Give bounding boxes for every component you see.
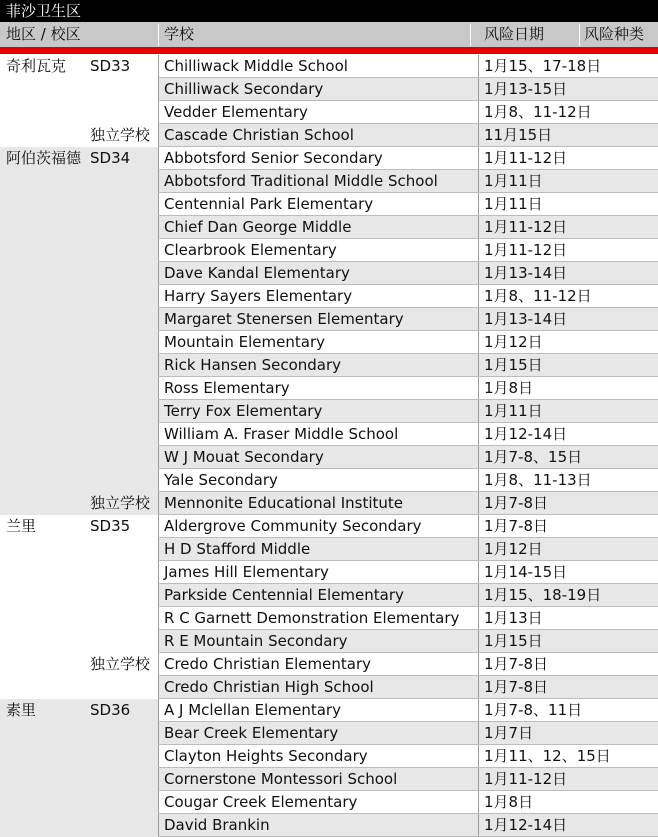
school-cell [158,400,658,423]
column-divider [158,331,159,354]
column-divider [478,377,479,400]
risk-date: 1月8、11-13日 [484,471,592,489]
column-divider [158,285,159,308]
school-name: Chief Dan George Middle [164,218,352,236]
school-name: Clayton Heights Secondary [164,747,368,765]
school-cell [158,676,658,699]
column-divider [478,78,479,101]
column-divider [158,354,159,377]
school-name: Mennonite Educational Institute [164,494,404,512]
column-divider [478,653,479,676]
risk-date: 1月7-8日 [484,494,549,512]
risk-date: 1月7日 [484,724,534,742]
risk-date: 11月15日 [484,126,553,144]
school-name: Centennial Park Elementary [164,195,374,213]
school-cell [158,423,658,446]
school-name: Mountain Elementary [164,333,325,351]
school-name: Vedder Elementary [164,103,308,121]
school-district: SD35 [90,517,131,535]
column-divider [478,262,479,285]
column-divider [478,216,479,239]
table-row [0,308,658,331]
school-name: W J Mouat Secondary [164,448,324,466]
table-row [0,469,658,492]
risk-date: 1月15日 [484,356,543,374]
column-divider [478,791,479,814]
school-cell [158,584,658,607]
school-cell [158,239,658,262]
school-cell [158,170,658,193]
header-risk-type: 风险种类 [584,25,645,43]
column-divider [478,469,479,492]
column-divider [158,101,159,124]
risk-date: 1月11日 [484,195,543,213]
school-name: Terry Fox Elementary [164,402,323,420]
column-divider [478,331,479,354]
column-divider [478,745,479,768]
column-divider [158,538,159,561]
table-row [0,262,658,285]
school-cell [158,193,658,216]
table-row [0,147,658,170]
school-cell [158,124,658,147]
column-divider [158,676,159,699]
column-divider [158,469,159,492]
region-name: 阿伯茨福德 [6,149,82,167]
school-cell [158,745,658,768]
column-divider [158,699,159,722]
school-cell [158,768,658,791]
risk-date: 1月11日 [484,402,543,420]
column-divider [158,170,159,193]
column-divider [158,124,159,147]
school-district: SD36 [90,701,131,719]
school-name: Dave Kandal Elementary [164,264,350,282]
table-row [0,538,658,561]
school-cell [158,561,658,584]
column-divider [478,308,479,331]
column-divider [158,745,159,768]
table-row [0,331,658,354]
school-name: Chilliwack Middle School [164,57,348,75]
table-row [0,722,658,745]
table-row [0,400,658,423]
risk-date: 1月8、11-12日 [484,103,592,121]
risk-date: 1月11-12日 [484,149,568,167]
table-row [0,78,658,101]
table-row [0,676,658,699]
column-divider [478,676,479,699]
school-name: William A. Fraser Middle School [164,425,399,443]
table-row [0,699,658,722]
column-divider [478,446,479,469]
column-divider [478,768,479,791]
column-divider [158,308,159,331]
column-divider [478,584,479,607]
risk-date: 1月7-8日 [484,678,549,696]
risk-date: 1月7-8日 [484,655,549,673]
school-district: 独立学校 [90,655,151,673]
school-cell [158,538,658,561]
table-row [0,170,658,193]
school-name: Yale Secondary [164,471,278,489]
risk-date: 1月8、11-12日 [484,287,592,305]
risk-date: 1月11-12日 [484,218,568,236]
school-name: Credo Christian High School [164,678,374,696]
table-row [0,492,658,515]
region-name: 奇利瓦克 [6,57,67,75]
risk-date: 1月11日 [484,172,543,190]
risk-date: 1月11-12日 [484,241,568,259]
column-divider [158,400,159,423]
column-divider [158,55,159,78]
column-divider [158,239,159,262]
table-row [0,285,658,308]
school-name: R C Garnett Demonstration Elementary [164,609,460,627]
header-region-district: 地区 / 校区 [6,25,81,43]
column-divider [158,492,159,515]
table-row [0,446,658,469]
table-row [0,193,658,216]
column-divider [158,446,159,469]
school-cell [158,147,658,170]
column-divider [478,354,479,377]
risk-date: 1月13-14日 [484,310,568,328]
school-cell [158,515,658,538]
school-cell [158,308,658,331]
header-accent-bar [0,47,658,54]
school-cell [158,377,658,400]
header-risk-date: 风险日期 [484,25,545,43]
school-name: Bear Creek Elementary [164,724,339,742]
school-name: Cascade Christian School [164,126,354,144]
risk-date: 1月13-15日 [484,80,568,98]
school-name: David Brankin [164,816,270,834]
risk-date: 1月11、12、15日 [484,747,611,765]
column-divider [478,538,479,561]
school-cell [158,446,658,469]
risk-date: 1月14-15日 [484,563,568,581]
risk-date: 1月15、17-18日 [484,57,602,75]
table-row [0,354,658,377]
school-cell [158,331,658,354]
school-name: Cougar Creek Elementary [164,793,358,811]
column-divider [158,791,159,814]
table-row [0,124,658,147]
school-district: 独立学校 [90,126,151,144]
column-divider [478,607,479,630]
risk-date: 1月12-14日 [484,816,568,834]
school-cell [158,469,658,492]
table-row [0,377,658,400]
column-divider [158,653,159,676]
column-divider [478,515,479,538]
risk-date: 1月7-8、15日 [484,448,583,466]
school-cell [158,492,658,515]
school-district: SD33 [90,57,131,75]
column-divider [158,193,159,216]
risk-date: 1月15、18-19日 [484,586,602,604]
column-divider [478,55,479,78]
header-divider [470,24,471,46]
school-name: Margaret Stenersen Elementary [164,310,404,328]
school-cell [158,791,658,814]
region-name: 兰里 [6,517,37,535]
school-cell [158,354,658,377]
table-row [0,745,658,768]
school-cell [158,607,658,630]
column-divider [158,722,159,745]
column-divider [478,147,479,170]
school-cell [158,216,658,239]
column-divider [478,400,479,423]
risk-date: 1月13日 [484,609,543,627]
column-divider [158,423,159,446]
column-divider [478,722,479,745]
school-district: SD34 [90,149,131,167]
school-name: Chilliwack Secondary [164,80,324,98]
column-divider [158,262,159,285]
table-row [0,584,658,607]
risk-date: 1月12日 [484,333,543,351]
school-name: Harry Sayers Elementary [164,287,353,305]
school-name: Abbotsford Traditional Middle School [164,172,438,190]
risk-date: 1月8日 [484,379,534,397]
table-row [0,55,658,78]
school-name: R E Mountain Secondary [164,632,348,650]
column-divider [478,423,479,446]
column-divider [158,607,159,630]
risk-date: 1月15日 [484,632,543,650]
column-divider [478,193,479,216]
table-row [0,607,658,630]
column-divider [478,699,479,722]
table-row [0,101,658,124]
school-name: Rick Hansen Secondary [164,356,342,374]
school-cell [158,262,658,285]
risk-date: 1月11-12日 [484,770,568,788]
table-row [0,653,658,676]
column-divider [158,78,159,101]
page-title: 菲沙卫生区 [0,0,658,22]
table-row [0,791,658,814]
school-name: A J Mclellan Elementary [164,701,341,719]
table-row [0,239,658,262]
school-name: Ross Elementary [164,379,290,397]
column-divider [158,561,159,584]
column-divider [478,285,479,308]
school-cell [158,630,658,653]
column-divider [478,492,479,515]
column-divider [478,170,479,193]
column-divider [478,124,479,147]
header-divider [579,24,580,46]
school-name: Credo Christian Elementary [164,655,371,673]
school-cell [158,722,658,745]
school-cell [158,653,658,676]
risk-date: 1月13-14日 [484,264,568,282]
table-header [0,22,658,47]
column-divider [158,515,159,538]
risk-date: 1月12日 [484,540,543,558]
risk-date: 1月12-14日 [484,425,568,443]
header-school: 学校 [164,25,195,43]
school-cell [158,285,658,308]
column-divider [158,147,159,170]
school-cell [158,55,658,78]
school-name: Abbotsford Senior Secondary [164,149,383,167]
school-name: Aldergrove Community Secondary [164,517,422,535]
risk-date: 1月7-8日 [484,517,549,535]
school-cell [158,699,658,722]
school-name: James Hill Elementary [164,563,329,581]
column-divider [478,101,479,124]
school-name: Cornerstone Montessori School [164,770,398,788]
column-divider [158,768,159,791]
school-cell [158,101,658,124]
column-divider [158,216,159,239]
table-row [0,515,658,538]
school-name: H D Stafford Middle [164,540,311,558]
school-cell [158,78,658,101]
risk-date: 1月7-8、11日 [484,701,583,719]
column-divider [478,630,479,653]
table-row [0,561,658,584]
school-district: 独立学校 [90,494,151,512]
school-name: Clearbrook Elementary [164,241,337,259]
table-row [0,216,658,239]
column-divider [158,630,159,653]
school-name: Parkside Centennial Elementary [164,586,404,604]
table-row [0,630,658,653]
region-name: 素里 [6,701,37,719]
risk-date: 1月8日 [484,793,534,811]
column-divider [478,239,479,262]
column-divider [158,584,159,607]
column-divider [158,377,159,400]
column-divider [478,561,479,584]
header-divider [158,24,159,46]
table-row [0,768,658,791]
table-row [0,423,658,446]
